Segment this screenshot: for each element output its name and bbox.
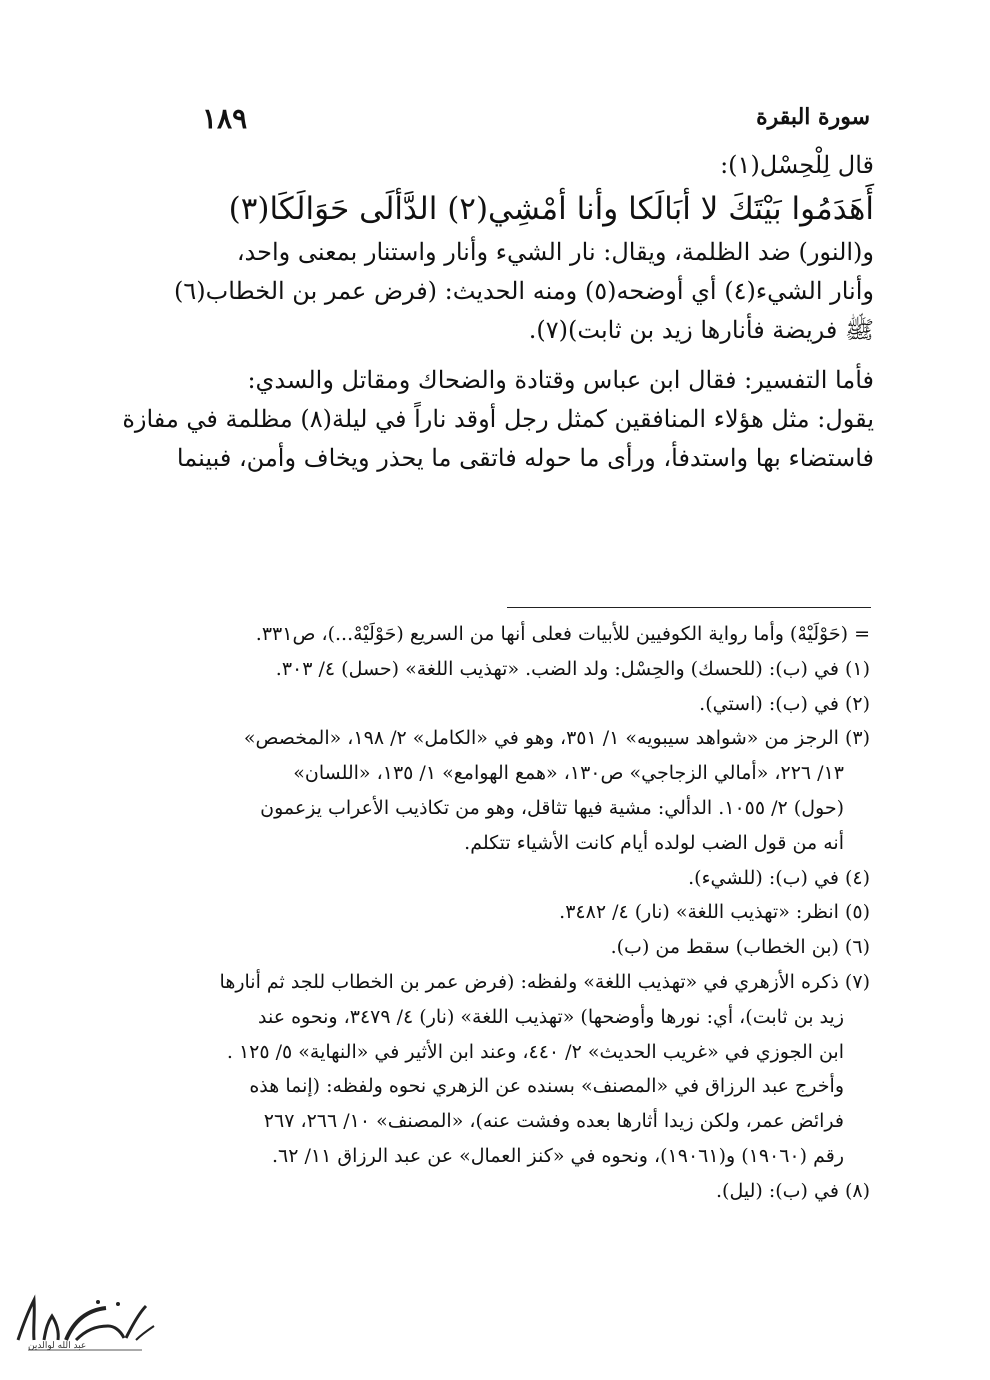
calligraphy-stamp — [10, 1292, 160, 1367]
footnote-line: (٢) في (ب): (استي). — [699, 692, 870, 715]
footnote-line: رقم (١٩٠٦٠) و(١٩٠٦١)، ونحوه في «كنز العمال» عن عبد الرزاق ١١/ ٦٢. — [271, 1144, 844, 1167]
intro-line: قال لِلْحِسْل(١): — [720, 151, 874, 179]
footnote-line: أنه من قول الضب لولده أيام كانت الأشياء تتكلم. — [464, 831, 844, 854]
paragraph-line: فاستضاء بها واستدفأ، ورأى ما حوله فاتقى ما يحذر ويخاف وأمن، فبينما — [176, 444, 874, 472]
footnote-line: وأخرج عبد الرزاق في «المصنف» بسنده عن الزهري نحوه ولفظه: (إنما هذه — [249, 1075, 844, 1098]
paragraph-meaning — [145, 233, 874, 350]
surah-title: سورة البقرة — [756, 104, 870, 130]
footnote-divider — [507, 607, 871, 608]
footnotes — [150, 617, 870, 1209]
footnote-line: (٧) ذكره الأزهري في «تهذيب اللغة» ولفظه: (فرض عمر بن الخطاب للجد ثم أنارها — [219, 970, 870, 993]
calligraphy-logo-icon — [10, 1292, 160, 1367]
footnote-line: (٨) في (ب): (ليل). — [716, 1179, 870, 1202]
footnote-line: (٣) الرجز من «شواهد سيبويه» ١/ ٣٥١، وهو في «الكامل» ٢/ ١٩٨، «المخصص» — [243, 727, 870, 750]
footnote-line: (٤) في (ب): (للشيء). — [688, 866, 870, 889]
paragraph-tafsir — [122, 361, 874, 478]
main-text — [122, 145, 874, 478]
footnote-line: فرائض عمر، ولكن زيدا أثارها بعده وفشت عنه)، «المصنف» ١٠/ ٢٦٦، ٢٦٧ — [263, 1110, 844, 1133]
footnote-line: ابن الجوزي في «غريب الحديث» ٢/ ٤٤٠، وعند ابن الأثير في «النهاية» ٥/ ١٢٥ . — [226, 1040, 844, 1063]
paragraph-line: و(النور) ضد الظلمة، ويقال: نار الشيء وأنار واستنار بمعنى واحد، — [236, 238, 874, 266]
paragraph-line: ﷺ فريضة فأنارها زيد بن ثابت)(٧). — [528, 316, 874, 344]
page-header — [150, 104, 870, 148]
footnote-line: (٥) انظر: «تهذيب اللغة» (نار) ٤/ ٣٤٨٢. — [559, 901, 870, 924]
footnote-line: (١) في (ب): (للحسك) والحِسْل: ولد الضب. «تهذيب اللغة» (حسل) ٤/ ٣٠٣. — [275, 657, 870, 680]
footnote-line: (حول) ٢/ ١٠٥٥. الدألي: مشية فيها تثاقل، وهو من تكاذيب الأعراب يزعمون — [260, 796, 844, 819]
poetry-verse: أَهَدَمُوا بَيْتَكَ لا أبَالَكا وأنا أمْشِي(٢) الدَّألَى حَوَالَكَا(٣) — [228, 191, 874, 227]
stamp-caption: عبد الله لوالدين — [28, 1341, 87, 1351]
page-number: ١٨٩ — [202, 102, 248, 135]
footnote-line: (٦) (بن الخطاب) سقط من (ب). — [610, 936, 870, 959]
footnote-line: زيد بن ثابت)، أي: نورها وأوضحها) «تهذيب اللغة» (نار) ٤/ ٣٤٧٩، ونحوه عند — [257, 1005, 844, 1028]
footnote-line: = (حَوْلَيْهْ) وأما رواية الكوفيين للأبيات فعلى أنها من السريع (حَوْلَيْهْ...)، ص٣٣١. — [255, 623, 870, 645]
footnote-line: ١٣/ ٢٢٦، «أمالي الزجاجي» ص١٣٠، «همع الهوامع» ١/ ١٣٥، «اللسان» — [293, 762, 844, 785]
paragraph-line: وأنار الشيء(٤) أي أوضحه(٥) ومنه الحديث: (فرض عمر بن الخطاب(٦) — [173, 277, 874, 305]
paragraph-line: فأما التفسير: فقال ابن عباس وقتادة والضحاك ومقاتل والسدي: — [247, 366, 874, 394]
paragraph-line: يقول: مثل هؤلاء المنافقين كمثل رجل أوقد ناراً في ليلة(٨) مظلمة في مفازة — [122, 405, 874, 433]
